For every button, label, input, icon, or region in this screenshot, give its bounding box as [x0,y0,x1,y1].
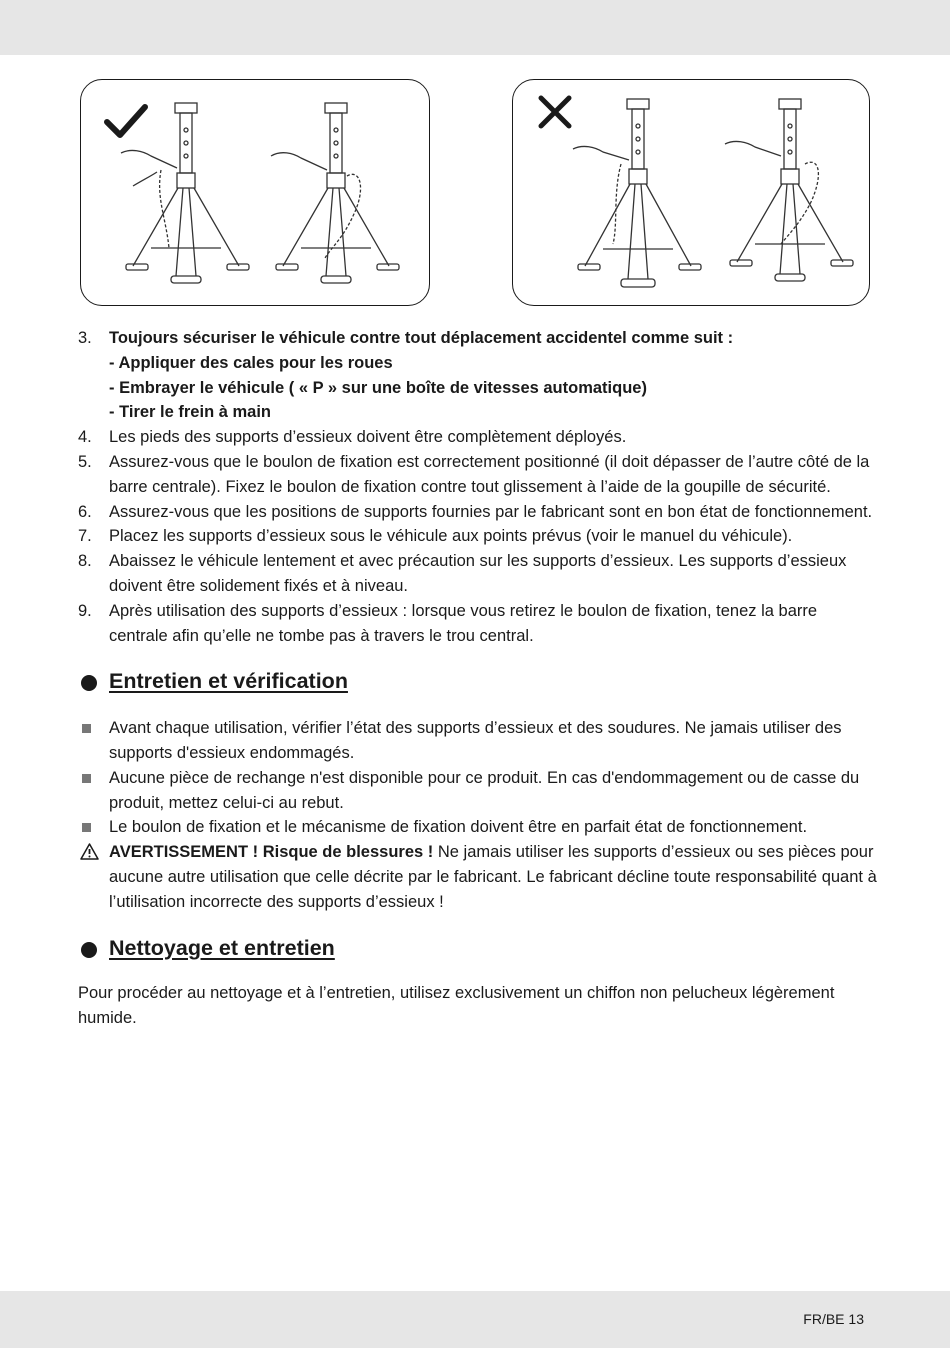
maintenance-list [78,716,878,914]
square-bullet-icon [82,823,91,832]
checkmark-icon [107,107,145,135]
step-item [78,549,878,599]
list-item-text: Avant chaque utilisation, vérifier l’état des supports d’essieux et des soudures. Ne jamais utiliser des supports d'essieux endommagés. [109,719,842,762]
step-number: 3. [78,329,92,347]
step-number: 9. [78,601,92,620]
axle-stand-drawing [573,99,701,287]
warning-item [78,840,878,914]
step-number: 7. [78,527,92,546]
warning-triangle-icon [80,843,99,860]
list-item [78,766,878,816]
list-item [78,815,878,840]
page-number: FR/BE 13 [803,1311,864,1327]
step-item [78,450,878,500]
step-item [78,425,878,450]
step-text: Placez les supports d’essieux sous le véhicule aux points prévus (voir le manuel du véhicule). [109,527,793,546]
step-text: Abaissez le véhicule lentement et avec précaution sur les supports d’essieux. Les supports d’essieux doivent être solidement fixés et à niveau. [109,552,847,595]
illustration-correct-usage [80,79,430,306]
bullet-dot-icon [81,942,97,958]
step-text: Après utilisation des supports d’essieux : lorsque vous retirez le boulon de fixation, tenez la barre centrale afin qu’elle ne tombe pas à travers le trou central. [109,601,818,645]
list-item [78,716,878,766]
cleaning-paragraph: Pour procéder au nettoyage et à l’entretien, utilisez exclusivement un chiffon non pelucheux légèrement humide. [78,984,835,1028]
step-item [78,599,878,649]
step-text: Toujours sécuriser le véhicule contre tout déplacement accidentel comme suit : [109,329,734,347]
step-text: Assurez-vous que le boulon de fixation est correctement positionné (il doit dépasser de l’autre côté de la barre centrale). Fixez le boulon de fixation contre tout glissement à l’aide de la goupille de sécurité. [109,452,870,496]
section-title-text: Nettoyage et entretien [109,935,335,960]
list-item-text: Le boulon de fixation et le mécanisme de fixation doivent être en parfait état de fonctionnement. [109,818,808,837]
step-item [78,500,878,525]
bullet-dot-icon [81,675,97,691]
step-number: 8. [78,552,92,571]
step-text: Assurez-vous que les positions de supports fournies par le fabricant sont en bon état de fonctionnement. [109,502,873,521]
step-text: Les pieds des supports d’essieux doivent être complètement déployés. [109,428,627,447]
list-item-text: Aucune pièce de rechange n'est disponible pour ce produit. En cas d'endommagement ou de casse du produit, mettez celui-ci au rebut. [109,768,860,812]
step-item [78,524,878,549]
axle-stand-drawing [725,99,853,281]
incorrect-usage-drawing [513,80,869,305]
cross-icon [541,98,569,126]
square-bullet-icon [82,724,91,733]
step-number: 6. [78,502,92,521]
illustration-incorrect-usage [512,79,870,306]
step-subitem: - Appliquer des cales pour les roues [109,353,393,372]
step-subitem: - Tirer le frein à main [109,403,272,422]
warning-text: Ne jamais utiliser les supports d’essieux ou ses pièces pour aucune autre utilisation que celle décrite par le fabricant. Le fabricant décline toute responsabilité quant à l’utilisation incorrecte des supports d’essieux ! [109,843,877,911]
section-title-maintenance [78,669,878,694]
step-number: 4. [78,428,92,447]
step-item [78,326,878,425]
section-title-cleaning [78,936,878,961]
instruction-steps [78,326,878,648]
section-title-text: Entretien et vérification [109,669,348,694]
square-bullet-icon [82,774,91,783]
axle-stand-drawing [121,103,249,283]
correct-usage-drawing [81,80,429,305]
axle-stand-drawing [271,103,399,283]
warning-label: AVERTISSEMENT ! Risque de blessures ! [109,843,434,862]
header-band [0,0,950,55]
step-subitem: - Embrayer le véhicule ( « P » sur une boîte de vitesses automatique) [109,378,647,397]
step-number: 5. [78,452,92,471]
page-content [78,326,878,1031]
